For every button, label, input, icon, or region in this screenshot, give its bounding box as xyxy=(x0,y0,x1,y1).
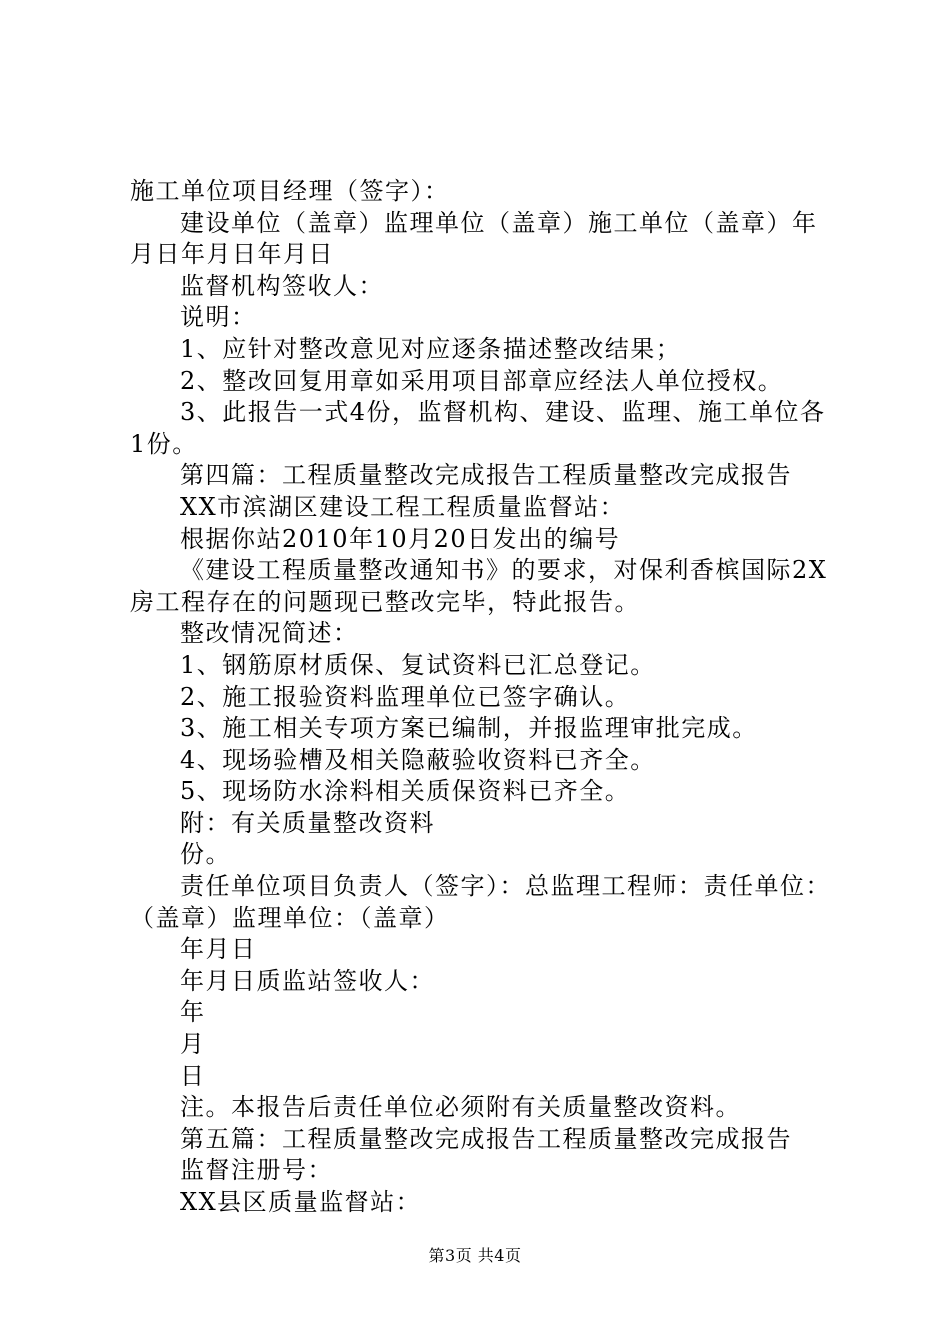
text-line: 年 xyxy=(180,998,206,1027)
page-footer: 第3页 共4页 xyxy=(428,1246,522,1265)
document-body xyxy=(130,176,845,1219)
text-line: （盖章）监理单位：（盖章） xyxy=(130,903,450,932)
text-line: 月 xyxy=(180,1030,206,1059)
text-line: 1、应针对整改意见对应逐条描述整改结果； xyxy=(180,334,682,363)
text-line: 1份。 xyxy=(130,429,198,458)
text-line: 3、此报告一式4份，监督机构、建设、监理、施工单位各 xyxy=(180,398,826,427)
text-line: 2、施工报验资料监理单位已签字确认。 xyxy=(180,682,631,711)
text-line: XX市滨湖区建设工程工程质量监督站： xyxy=(180,492,626,521)
text-line: 房工程存在的问题现已整改完毕，特此报告。 xyxy=(130,587,640,616)
text-line: 1、钢筋原材质保、复试资料已汇总登记。 xyxy=(180,650,656,679)
text-line: 《建设工程质量整改通知书》的要求，对保利香槟国际2X xyxy=(180,556,828,585)
text-line: 说明： xyxy=(180,303,257,332)
text-line: 日 xyxy=(180,1061,206,1090)
text-line: 附：有关质量整改资料 xyxy=(180,808,435,837)
text-line: 第五篇：工程质量整改完成报告工程质量整改完成报告 xyxy=(180,1124,792,1153)
text-line: 第四篇：工程质量整改完成报告工程质量整改完成报告 xyxy=(180,461,792,490)
text-line: 监督机构签收人： xyxy=(180,271,384,300)
text-line: 4、现场验槽及相关隐蔽验收资料已齐全。 xyxy=(180,745,656,774)
text-line: 建设单位（盖章）监理单位（盖章）施工单位（盖章）年 xyxy=(180,208,818,237)
text-line: 监督注册号： xyxy=(180,1156,333,1185)
text-line: 5、现场防水涂料相关质保资料已齐全。 xyxy=(180,777,631,806)
text-line: 根据你站2010年10月20日发出的编号 xyxy=(180,524,621,553)
text-line: 3、施工相关专项方案已编制，并报监理审批完成。 xyxy=(180,714,758,743)
text-line: 注。本报告后责任单位必须附有关质量整改资料。 xyxy=(180,1093,741,1122)
text-line: 年月日质监站签收人： xyxy=(180,966,435,995)
text-line: XX县区质量监督站： xyxy=(180,1188,422,1216)
text-line: 整改情况简述： xyxy=(180,619,359,648)
text-line: 月日年月日年月日 xyxy=(130,240,334,269)
text-line: 份。 xyxy=(180,840,231,869)
text-line: 年月日 xyxy=(180,935,257,964)
text-line: 责任单位项目负责人（签字）：总监理工程师：责任单位： xyxy=(180,872,831,901)
text-line: 2、整改回复用章如采用项目部章应经法人单位授权。 xyxy=(180,366,784,395)
text-line: 施工单位项目经理（签字）： xyxy=(130,177,450,205)
